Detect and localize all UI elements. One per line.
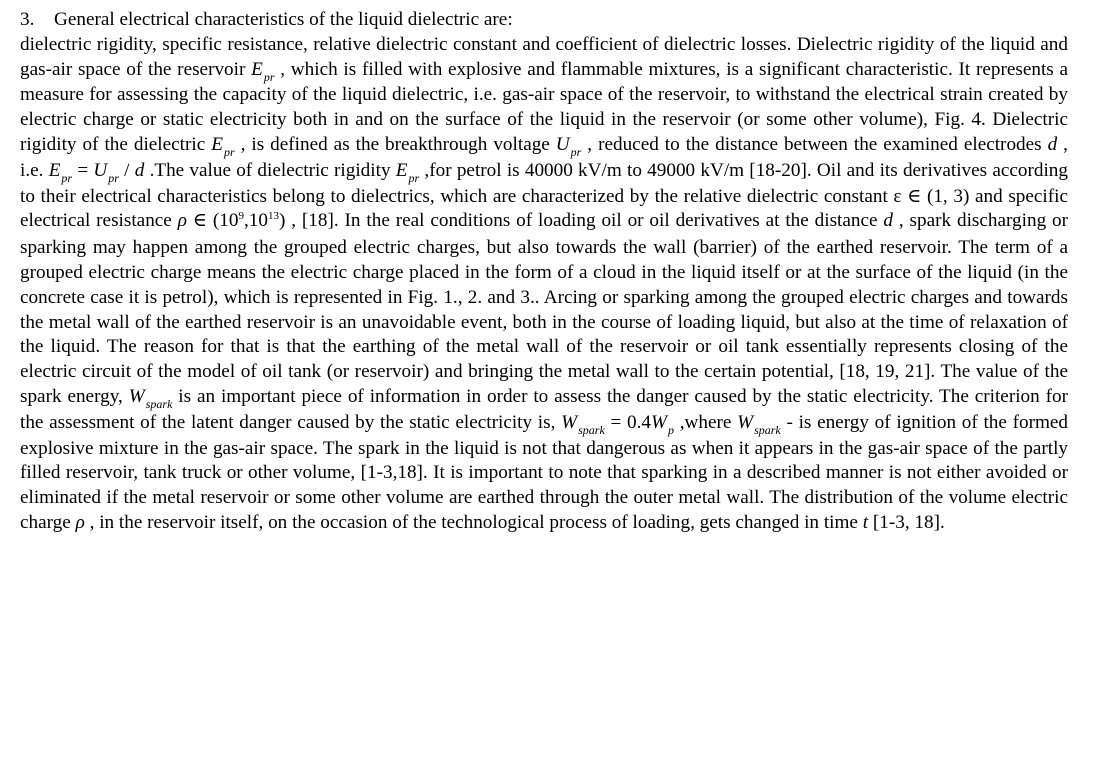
text-run: , [18]. In the real conditions of loading oil or oil derivatives at the distance: [285, 210, 884, 232]
math-rho-range: ρ ∈ $(10^9,10^{13})$: [177, 210, 286, 232]
math-E-pr: $E_{pr}$: [395, 159, 420, 185]
text-run: , reduced to the distance between the examined electrodes: [581, 133, 1048, 155]
text-run: is an important piece of information in order to assess the danger caused by the static electricity. The criterion for the assessment of the latent danger caused by the static electricity is,: [20, 385, 1068, 433]
text-run: , in the reservoir itself, on the occasion of the technological process of loading, gets changed in time: [84, 511, 863, 533]
math-E-pr: $E_{pr}$: [211, 133, 235, 159]
math-epsilon-range: ε ∈ (1, 3): [893, 185, 970, 207]
section-heading: [20, 8, 1068, 33]
text-run: [1-3, 18].: [868, 511, 945, 533]
text-run: .The value of dielectric rigidity: [144, 159, 396, 181]
text-run: ,for petrol is 40000 kV/m to 49000 kV/m [18-20]. Oil and its derivatives according to their electrical characteristics belong to dielectrics, which are characterized by the relative dielectric constant: [20, 159, 1068, 207]
body-paragraph: [20, 33, 1068, 536]
text-run: - is energy of ignition of the formed explosive mixture in the gas-air space. The spark in the liquid is not that dangerous as when it appears in the gas-air space of the partly filled reservoir, tank truck or other volume, [1-3,18]. It is important to note that sparking in a described manner is not either avoided or eliminated if the metal reservoir or some other volume are earthed through the outer metal wall. The distribution of the volume electric charge: [20, 411, 1069, 533]
text-run: ,where: [674, 411, 738, 433]
section-title: General electrical characteristics of the liquid dielectric are:: [54, 9, 513, 30]
text-run: dielectric rigidity, specific resistance, relative dielectric constant and coefficient of dielectric losses. Dielectric rigidity of the liquid and gas-air space of the reservoir: [20, 33, 1068, 80]
text-run: , is defined as the breakthrough voltage: [234, 133, 556, 155]
math-rho: ρ: [75, 511, 85, 533]
text-run: and specific electrical resistance: [20, 185, 1068, 232]
math-U-pr: $U_{pr}$: [555, 133, 582, 159]
math-equation-rigidity: $E_{pr} = U_{pr} / d$: [48, 159, 145, 185]
math-d: d: [883, 210, 893, 232]
document-page: [20, 8, 1068, 536]
text-run: , which is filled with explosive and flammable mixtures, is a significant characteristic. It represents a measure for assessing the capacity of the liquid dielectric, i.e. gas-air space of the reservoir, to withstand the electrical strain created by electric charge or static electricity both in and on the surface of the liquid in the reservoir (or some other volume), Fig. 4. Dielectric rigidity of the dielectric: [20, 58, 1068, 155]
math-W-spark: $W_{spark}$: [128, 385, 173, 411]
math-W-spark: $W_{spark}$: [737, 411, 781, 437]
math-E-pr: $E_{pr}$: [251, 58, 275, 84]
math-criterion: $W_{spark} = 0.4W_p$: [561, 411, 674, 437]
section-number: 3.: [20, 9, 35, 30]
math-t: t: [862, 511, 869, 533]
text-run: , i.e.: [20, 133, 1068, 181]
math-d: d: [1047, 133, 1058, 155]
text-run: , spark discharging or sparking may happen among the grouped electric charges, but also towards the wall (barrier) of the earthed reservoir. The term of a grouped electric charge means the electric charge placed in the form of a cloud in the liquid itself or at the surface of the liquid (in the concrete case it is petrol), which is represented in Fig. 1., 2. and 3.. Arcing or sparking among the grouped electric charges and towards the metal wall of the earthed reservoir is an unavoidable event, both in the course of loading liquid, but also at the time of relaxation of the liquid. The reason for that is that the earthing of the metal wall of the reservoir or oil tank essentially represents closing of the electric circuit of the model of oil tank (or reservoir) and bringing the metal wall to the certain potential, [18, 19, 21]. The value of the spark energy,: [20, 210, 1069, 407]
